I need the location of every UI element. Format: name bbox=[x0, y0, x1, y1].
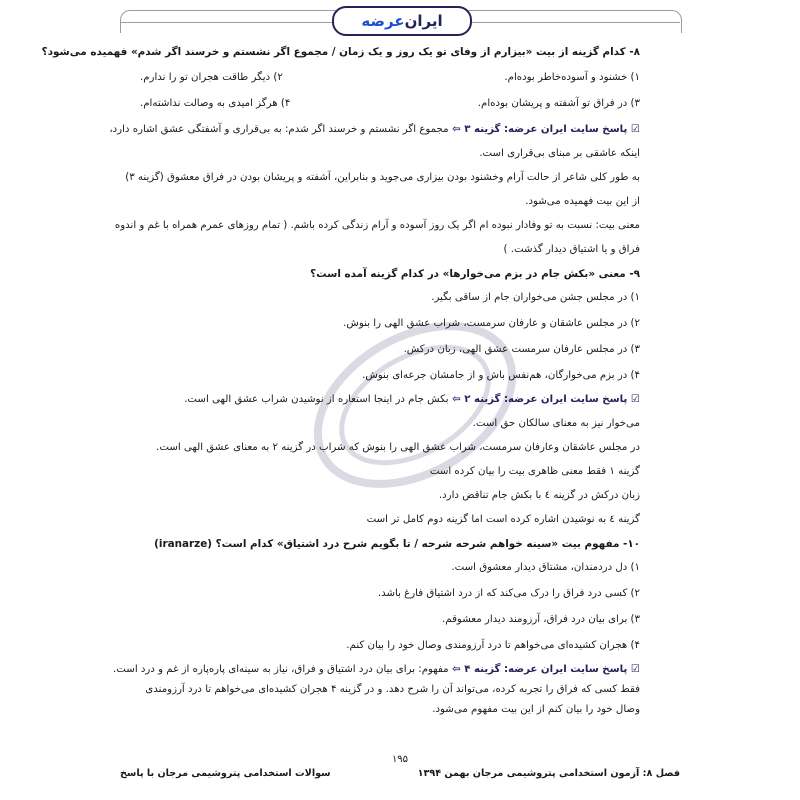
explanation-8-4: معنی بیت: نسبت به تو وفادار نبوده ام اگر یک روز آسوده و آرام زندگی کرده باشم. ( تمام روزهای عمرم همراه با غم و اندوه bbox=[114, 220, 640, 231]
option-8-3: ۳) در فراق تو آشفته و پریشان بوده‌ام. bbox=[477, 98, 640, 109]
footer-book-title: سوالات استخدامی پتروشیمی مرجان با پاسخ bbox=[120, 768, 331, 779]
options-8-row1 bbox=[140, 70, 640, 86]
answer-8 bbox=[109, 122, 640, 138]
answer-8-text: مجموع اگر نشستم و خرسند اگر شدم: به بی‌قراری و آشفتگی عشق اشاره دارد، bbox=[109, 124, 449, 135]
options-8-row2 bbox=[140, 96, 640, 112]
option-10-4: ۴) هجران کشیده‌ای می‌خواهم تا درد آرزومندی وصال خود را بیان کنم. bbox=[346, 640, 640, 651]
question-8: ٨- کدام گزینه از بیت «بیزارم از وفای تو یک روز و یک زمان / مجموع اگر نشستم و خرسند اگر شدم» فهمیده می‌شود؟ bbox=[41, 46, 640, 58]
footer-chapter: فصل ۸: آزمون استخدامی پتروشیمی مرجان بهمن ۱۳۹۴ bbox=[417, 768, 680, 779]
option-9-2: ۲) در مجلس عاشقان و عارفان سرمست، شراب عشق الهی را بنوش. bbox=[343, 318, 640, 329]
answer-9 bbox=[130, 392, 640, 408]
page-footer bbox=[120, 768, 680, 779]
answer-10-text: مفهوم: برای بیان درد اشتیاق و فراق، نیاز به سینه‌ای پاره‌پاره از غم و درد است. bbox=[113, 664, 449, 675]
brand-logo bbox=[332, 6, 472, 36]
explanation-8-1: اینکه عاشقی بر مبنای بی‌قراری است. bbox=[479, 148, 640, 159]
arrow-icon: ⇦ bbox=[448, 664, 465, 675]
document-body bbox=[41, 44, 640, 722]
explanation-8-5: فراق و یا اشتیاق دیدار گذشت. ) bbox=[503, 244, 640, 255]
option-8-2: ۲) دیگر طاقت هجران تو را ندارم. bbox=[140, 72, 283, 83]
explanation-8-2: به طور کلی شاعر از حالت آرام وخشنود بودن بیزاری می‌جوید و بنابراین، آشفته و پریشان بودن در فراق معشوق (گزینه ۳) bbox=[125, 172, 640, 183]
explanation-9-5: گزینه ٤ به نوشیدن اشاره کرده است اما گزینه دوم کامل تر است bbox=[366, 514, 640, 525]
answer-9-label: پاسخ سایت ایران عرضه: گزینه ۲ bbox=[464, 394, 628, 405]
logo-text-b: عرضه bbox=[361, 12, 405, 30]
option-8-1: ۱) خشنود و آسوده‌خاطر بوده‌ام. bbox=[504, 72, 640, 83]
arrow-icon: ⇦ bbox=[448, 394, 465, 405]
explanation-9-4: زبان درکش در گزینه ٤ با بکش جام تناقض دارد. bbox=[438, 490, 640, 501]
option-9-1: ۱) در مجلس جشن می‌خواران جام از ساقی بگیر. bbox=[431, 292, 640, 303]
option-8-4: ۴) هرگز امیدی به وصالت نداشته‌ام. bbox=[140, 98, 291, 109]
explanation-8-3: از این بیت فهمیده می‌شود. bbox=[525, 196, 640, 207]
explanation-10-1: فقط کسی که فراق را تجربه کرده، می‌تواند آن را شرح دهد. و در گزینه ۴ هجران کشیده‌ای می‌خواهم تا درد آرزومندی bbox=[145, 684, 640, 695]
check-icon: ☑ bbox=[627, 394, 640, 405]
logo-text-a: ایران bbox=[404, 12, 443, 30]
question-9: ٩- معنی «بکش جام در بزم می‌خوارها» در کدام گزینه آمده است؟ bbox=[310, 268, 640, 280]
option-10-2: ۲) کسی درد فراق را درک می‌کند که از درد اشتیاق فارغ باشد. bbox=[377, 588, 640, 599]
arrow-icon: ⇦ bbox=[448, 124, 465, 135]
option-9-3: ۳) در مجلس عارفان سرمست عشق الهی، زبان درکش. bbox=[403, 344, 640, 355]
answer-10-label: پاسخ سایت ایران عرضه: گزینه ۴ bbox=[464, 664, 628, 675]
check-icon: ☑ bbox=[627, 124, 640, 135]
check-icon: ☑ bbox=[627, 664, 640, 675]
question-10: ١٠- مفهوم بیت «سینه خواهم شرحه شرحه / تا بگویم شرح درد اشتیاق» کدام است؟ (iranarze) bbox=[154, 538, 640, 550]
answer-9-text: بکش جام در اینجا استعاره از نوشیدن شراب عشق الهی است. bbox=[184, 394, 449, 405]
explanation-10-2: وصال خود را بیان کنم از این بیت مفهوم می‌شود. bbox=[432, 704, 640, 715]
explanation-9-2: در مجلس عاشقان وعارفان سرمست، شراب عشق الهی را بنوش که شراب در گزینه ۲ به معنای عشق الهی است. bbox=[156, 442, 640, 453]
option-9-4: ۴) در بزم می‌خوارگان، هم‌نفس باش و از جامشان جرعه‌ای بنوش. bbox=[362, 370, 640, 381]
option-10-1: ۱) دل دردمندان، مشتاق دیدار معشوق است. bbox=[451, 562, 640, 573]
explanation-9-1: می‌خوار نیز به معنای سالکان حق است. bbox=[472, 418, 640, 429]
option-10-3: ۳) برای بیان درد فراق، آرزومند دیدار معشوقم. bbox=[442, 614, 640, 625]
explanation-9-3: گزینه ۱ فقط معنی ظاهری بیت را بیان کرده است bbox=[429, 466, 640, 477]
answer-10 bbox=[113, 662, 640, 678]
page-number: ۱۹۵ bbox=[391, 754, 409, 765]
answer-8-label: پاسخ سایت ایران عرضه: گزینه ۳ bbox=[464, 124, 628, 135]
